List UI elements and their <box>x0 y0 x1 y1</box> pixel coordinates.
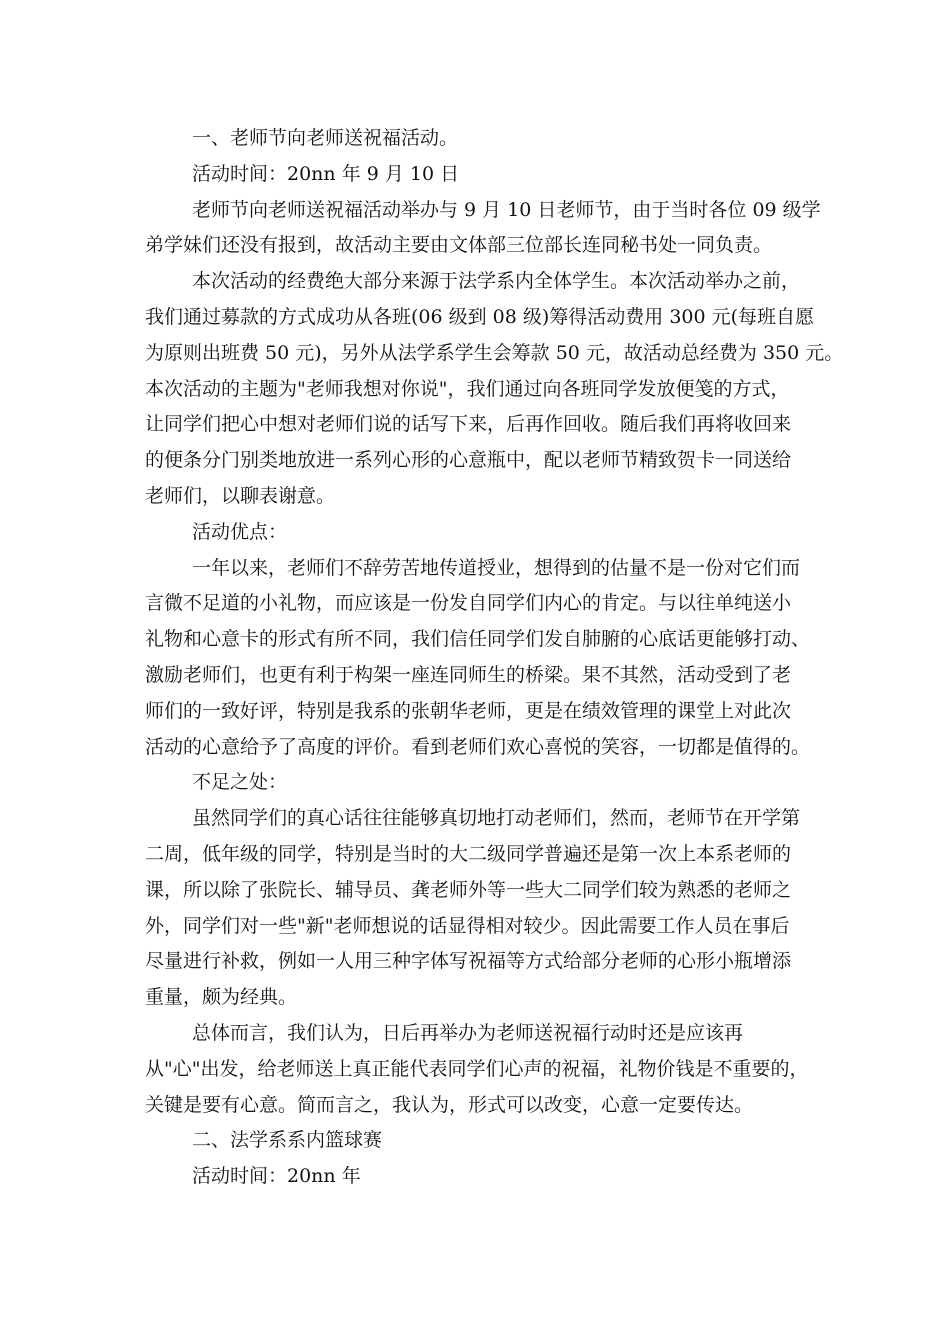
body-text-line: 虽然同学们的真心话往往能够真切地打动老师们，然而，老师节在开学第 <box>192 807 801 829</box>
section-heading: 一、老师节向老师送祝福活动。 <box>192 127 459 149</box>
body-text-line: 本次活动的主题为"老师我想对你说"，我们通过向各班同学发放便笺的方式， <box>145 378 790 400</box>
body-text-line: 激励老师们，也更有利于构架一座连同师生的桥梁。果不其然，活动受到了老 <box>145 664 792 686</box>
body-text-line: 老师节向老师送祝福活动举办与 9 月 10 日老师节，由于当时各位 09 级学 <box>192 199 821 221</box>
body-text-line: 课，所以除了张院长、辅导员、龚老师外等一些大二同学们较为熟悉的老师之 <box>145 879 792 901</box>
body-text-line: 关键是要有心意。简而言之，我认为，形式可以改变，心意一定要传达。 <box>145 1094 754 1116</box>
body-text-line: 师们的一致好评，特别是我系的张朝华老师，更是在绩效管理的课堂上对此次 <box>145 700 792 722</box>
body-text-line: 尽量进行补救，例如一人用三种字体写祝福等方式给部分老师的心形小瓶增添 <box>145 950 792 972</box>
body-text-line: 的便条分门别类地放进一系列心形的心意瓶中，配以老师节精致贺卡一同送给 <box>145 449 792 471</box>
body-text-line: 礼物和心意卡的形式有所不同，我们信任同学们发自肺腑的心底话更能够打动、 <box>145 628 811 650</box>
body-text-line: 重量，颇为经典。 <box>145 986 298 1008</box>
body-text-line: 总体而言，我们认为，日后再举办为老师送祝福行动时还是应该再 <box>192 1022 744 1044</box>
body-text-line: 我们通过募款的方式成功从各班(06 级到 08 级)筹得活动费用 300 元(每班自愿 <box>145 306 815 328</box>
subheading-advantages: 活动优点： <box>192 521 288 543</box>
body-text-line: 为原则出班费 50 元)，另外从法学系学生会筹款 50 元，故活动总经费为 350 元。 <box>145 342 844 364</box>
activity-time-line: 活动时间：20nn 年 9 月 10 日 <box>192 163 460 185</box>
body-text-line: 外，同学们对一些"新"老师想说的话显得相对较少。因此需要工作人员在事后 <box>145 915 790 937</box>
body-text-line: 本次活动的经费绝大部分来源于法学系内全体学生。本次活动举办之前， <box>192 270 801 292</box>
subheading-shortcomings: 不足之处： <box>192 771 288 793</box>
activity-time-line: 活动时间：20nn 年 <box>192 1165 361 1187</box>
section-heading: 二、法学系系内篮球赛 <box>192 1129 383 1151</box>
body-text-line: 弟学妹们还没有报到，故活动主要由文体部三位部长连同秘书处一同负责。 <box>145 234 773 256</box>
body-text-line: 言微不足道的小礼物，而应该是一份发自同学们内心的肯定。与以往单纯送小 <box>145 592 792 614</box>
body-text-line: 二周，低年级的同学，特别是当时的大二级同学普遍还是第一次上本系老师的 <box>145 843 792 865</box>
body-text-line: 一年以来，老师们不辞劳苦地传道授业，想得到的估量不是一份对它们而 <box>192 557 801 579</box>
body-text-line: 让同学们把心中想对老师们说的话写下来，后再作回收。随后我们再将收回来 <box>145 413 792 435</box>
body-text-line: 老师们，以聊表谢意。 <box>145 485 336 507</box>
body-text-line: 从"心"出发，给老师送上真正能代表同学们心声的祝福，礼物价钱是不重要的， <box>145 1058 809 1080</box>
body-text-line: 活动的心意给予了高度的评价。看到老师们欢心喜悦的笑容，一切都是值得的。 <box>145 736 811 758</box>
